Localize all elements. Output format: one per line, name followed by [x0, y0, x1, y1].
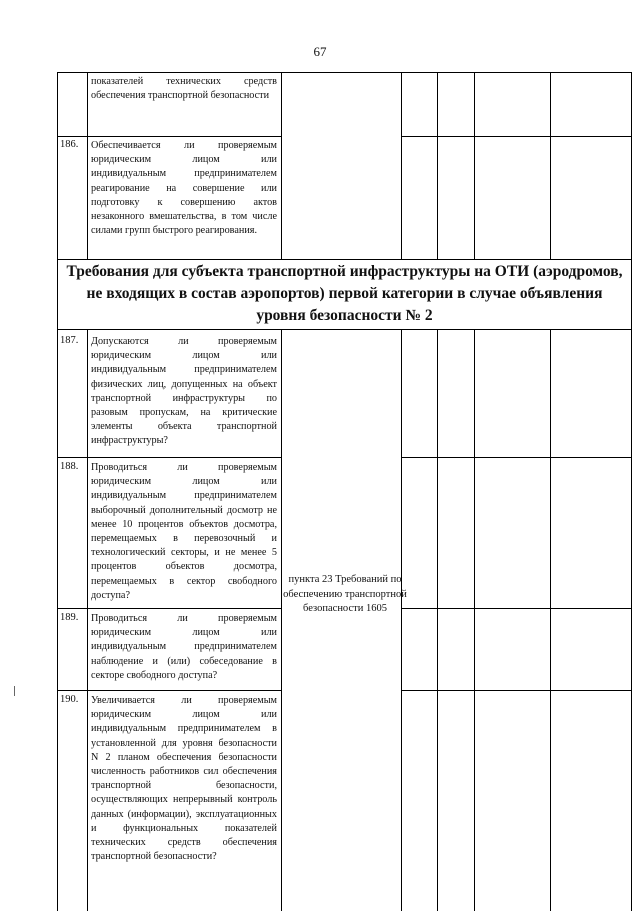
- requirements-table: [57, 72, 632, 911]
- merged-cell-mask: [282, 132, 401, 140]
- row-question: Проводиться ли проверяемым юридическим лицом или индивидуальным предпринимателем выборочный дополнительный досмотр не менее 10 процентов объектов досмотра, перемещаемых в перевозочный и технологический секторы, и не менее 5 процентов объектов досмотра, перемещаемых в сектор свободного доступа?: [91, 462, 277, 601]
- margin-mark: [14, 686, 15, 696]
- row-question: Проводиться ли проверяемым юридическим лицом или индивидуальным предпринимателем наблюдение и (или) собеседование в секторе свободного доступа?: [91, 613, 277, 681]
- column-divider: [401, 73, 402, 259]
- merged-cell-mask: [282, 686, 401, 694]
- legal-reference: пункта 23 Требований по обеспечению транспортной безопасности 1605: [283, 574, 407, 614]
- column-divider: [550, 73, 551, 259]
- row-divider: [58, 329, 631, 330]
- row-number: 186.: [60, 139, 79, 150]
- column-divider: [437, 329, 438, 911]
- row-number: 188.: [60, 461, 79, 472]
- row-number: 189.: [60, 612, 79, 623]
- page-number: 67: [313, 44, 327, 59]
- row-question: Увеличивается ли проверяемым юридическим лицом или индивидуальным предпринимателем в установленной для уровня безопасности N 2 планом обеспечения безопасности численность работников сил обеспечения транспортной безопасности, осуществляющих непрерывный контроль данных (информации), эксплуатационных и функциональных показателей технических средств обеспечения транспортной безопасности?: [91, 695, 277, 863]
- column-divider: [281, 329, 282, 911]
- column-divider: [87, 329, 88, 911]
- row-question: показателей технических средств обеспечения транспортной безопасности: [91, 76, 277, 102]
- column-divider: [87, 73, 88, 259]
- row-number: 190.: [60, 694, 79, 705]
- column-divider: [474, 329, 475, 911]
- column-divider: [281, 73, 282, 259]
- section-title: Требования для субъекта транспортной инфраструктуры на ОТИ (аэродромов, не входящих в состав аэропортов) первой категории в случае объявления уровня безопасности № 2: [66, 263, 623, 324]
- column-divider: [437, 73, 438, 259]
- merged-cell-mask: [282, 453, 401, 461]
- row-question: Обеспечивается ли проверяемым юридическим лицом или индивидуальным предпринимателем реагирование на совершение или подготовку к совершению актов незаконного вмешательства, в том числе силами групп быстрого реагирования.: [91, 140, 277, 237]
- column-divider: [550, 329, 551, 911]
- row-number: 187.: [60, 335, 79, 346]
- column-divider: [401, 329, 402, 911]
- column-divider: [474, 73, 475, 259]
- row-question: Допускаются ли проверяемым юридическим лицом или индивидуальным предпринимателем физических лиц, допущенных на объект транспортной инфраструктуры по разовым пропускам, на критические элементы объекта транспортной инфраструктуры?: [91, 336, 277, 447]
